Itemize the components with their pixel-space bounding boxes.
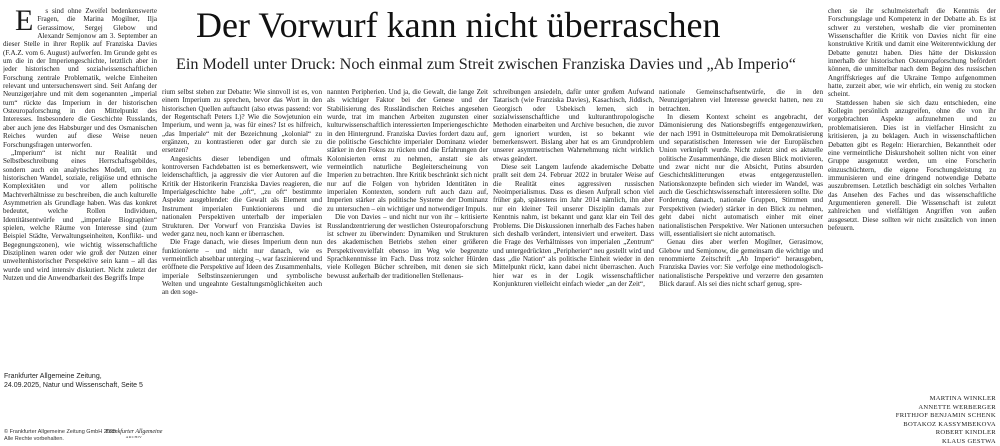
source-line: 24.09.2025, Natur und Wissenschaft, Seite 5 (4, 381, 143, 389)
paragraph: nationale Gemeinschaftsentwürfe, die in den Neunzigerjahren viel Interesse geweckt hatten, neu zu betrachten. (659, 88, 823, 113)
drop-cap: E (15, 7, 34, 37)
copyright-notice (4, 429, 118, 442)
paragraph: nannten Peripherien. Und ja, die Gewalt, die lange Zeit als wichtiger Faktor bei der Genese und der Stabilisierung des Russländischen Reiches angesehen wurde, trat im manchen Arbeiten zugunsten einer kulturwissenschaftlich interessierten Imperiengeschichte in den Hintergrund. Franziska Davies fordert dazu auf, die politische Geschichte imperialer Dominanz wieder stärker in den Fokus zu rücken und die Erfahrungen der Kolonisierten ernst zu nehmen, anstatt sie als vermeintlich naturliche Begleiterscheinung von Imperien zu betrachten. Ihre Kritik beschränkt sich nicht nur auf die Folgen von hybriden Identitäten in imperialen Kontexten, sondern ruft auch dazu auf, Imperien stärker als politische Systeme der Dominanz zu untersuchen – ein wichtiger und notwendiger Impuls. (327, 88, 488, 213)
source-line: Frankfurter Allgemeine Zeitung, (4, 373, 102, 380)
paragraph: In diesem Kontext scheint es angebracht, der Dämonisierung des Nationsbegriffs entgegenzuwirken, der nach 1991 in Ostmitteleuropa mit Demokratisierung und separatistischen Interessen wie der Europäischen Union verknüpft wurde. Nicht zuletzt sind es aktuelle politische Zusammenhänge, die diesen Blick motivieren, und zwar nicht nur die Absicht, Putins absurden Geschichtsklitterungen etwas entgegenzustellen. Nationskonzepte befinden sich wieder im Wandel, was auch die Geschichtswissenschaft interessieren sollte. Die Forderung danach, nationale Gruppen, Stimmen und Perspektiven (wieder) stärker in den Blick zu nehmen, geht dabei nicht automatisch einher mit einer nationalistischen Perspektive. Wer Nationen untersuchen will, essentialisiert sie nicht automatisch. (659, 113, 823, 238)
author-name: MARTINA WINKLER (929, 395, 996, 402)
paragraph: Stattdessen haben sie sich dazu entschieden, eine Kollegin persönlich anzugreifen, ohne die von ihr vorgebrachten Aspekte aufzunehmen und zu problematisieren. Dies ist in vielfacher Hinsicht zu kritisieren, ja zu beklagen. Auch in wissenschaftlichen Debatten gibt es Regeln: Hierarchien, Bekanntheit oder eine vermeintliche Diskurshoheit sollten nicht von einer Gruppe ausgenutzt werden, um eine Forscherin einzuschüchtern, die eigene Forschungsleistung zu immunisieren und eine dringend notwendige Debatte auszubremsen. Letztlich beschädigt ein solches Verhalten das Ansehen des Faches und das wissenschaftliche Argumentieren generell. Die Wissenschaft ist zuletzt zahlreichen und vielfältigen Angriffen von außen ausgesetzt. Diese sollten wir nicht zusätzlich von innen befeuern. (828, 98, 996, 232)
paragraph: rium selbst stehen zur Debatte: Wie sinnvoll ist es, von einem Imperium zu sprechen, bevor das Wort in den historischen Quellen auftaucht (also etwas passend: vor der Regentschaft Peters I.)? Wie die Sowjetunion ein Imperium, und wenn ja, was für eines? Ist es hilfreich, „das Imperiale“ mit der Bezeichnung „kolonial“ zu ergänzen, zu kontrastieren oder gar durch sie zu ersetzen? (162, 88, 322, 155)
source-citation (4, 373, 143, 390)
article-subheadline: Ein Modell unter Druck: Noch einmal zum Streit zwischen Franziska Davies und „Ab Imperio“ (176, 55, 796, 73)
author-name: ANNETTE WERBERGER (918, 403, 996, 411)
logo-text: Frankfurter Allgemeine (105, 429, 163, 435)
copyright-line: Alle Rechte vorbehalten. (4, 435, 64, 442)
paragraph: „Imperium“ ist nicht nur Realität und Selbstbeschreibung eines Herrschaftsgebildes, sondern auch ein analytisches Modell, um den historischen Wandel, soziale, religiöse und ethnische Komplexitäten und vor allem politische Machtverhältnisse zu beschreiben, die auch kulturelle Asymmetrien als Grundlage haben. Was das konkret bedeutet, welche Rollen Individuen, Identitätsentwürfe und „imperiale Biographien“ spielen, welche Räume von Interesse sind (zum Beispiel Städte, Verwaltungseinheiten, Konflikt- und Begegnungszonen), wie wichtig wissenschaftliche Disziplinen waren oder wie groß der Nutzen einer unweltenhistorischer Perspektive sein kann – all das wurde und wird intensiv diskutiert. Nicht zuletzt der Nutzen und die Anwendbarkeit des Begriffs Impe (3, 148, 157, 282)
paragraph: s sind ohne Zweifel bedenkenswerte Fragen, die Marina Mogilner, Ilja Gerassimow, Sergej Glebow und Alexandr Semjonow am 3. September an dieser Stelle in ihrer Replik auf Franziska Davies (F.A.Z. vom 6. August) aufwerfen. Im Grunde geht es um die in der Imperiengeschichte, letztlich aber in jeder historischen und sozialwissenschaftlichen Forschung zentrale Problematik, welche Einheiten relevant und untersuchenswert sind. Seit Anfang der Neunzigerjahre und mit dem sogenannten „imperial turn“ rückte das Imperium in der historischen Osteuropaforschung in den Mittelpunkt des Interesses. Insbesondere die Geschichte Russlands, aber auch jene des Habsburger und des Osmanischen Reiches wurden auf diese Weise neuen Forschungsfragen unterworfen. (3, 7, 157, 149)
author-list (828, 395, 996, 446)
copyright-line: © Frankfurter Allgemeine Zeitung GmbH 2025. (4, 429, 118, 435)
paragraph: Genau dies aber werfen Mogilner, Gerasimow, Glebow und Semjonow, die gemeinsam die wichtige und renommierte Zeitschrift „Ab Imperio“ herausgeben, Franziska Davies vor: Sie verfolge eine methodologisch-nationalistische Perspektive und verzerre den gesamten Blick darauf. Als sei dies nicht scharf genug, spre- (659, 238, 823, 288)
paragraph: Diese seit Langem laufende akademische Debatte prallt seit dem 24. Februar 2022 in brutaler Weise auf die Realität eines aggressiven russischen Neoimperialismus. Dass es diesen Aufprall schon viel früher gab, spätestens im Jahr 2014 nämlich, ihn aber nur ein kleiner Teil unserer Disziplin damals zur Kenntnis nahm, ist bekannt und ganz klar ein Teil des Problems. Die Diskussionen innerhalb des Faches haben sich deshalb verändert, intensiviert und erweitert. Dass die Frage des Verhältnisses von imperialen „Zentrum“ und untergedrückten „Peripherien“ neu gestellt wird und dass „die Nation“ als politische Einheit wieder in den Mittelpunkt rückt, kann dabei nicht überraschen. Auch hier war es in der Logik wissenschaftlicher Konjunkturen vielleicht einfach wieder „an der Zeit“, (493, 163, 654, 288)
faz-archive-logo (102, 429, 166, 441)
paragraph: Die Frage danach, wie dieses Imperium denn nun funktionierte – und nicht nur danach, wie es vermeintlich absehbar unterging –, war faszinierend und eröffnete die Perspektive auf Ideen des Zusammenhalts, imperiale Selbstinszenierungen und symbolische Welten und ungeahnte Gestaltungsmöglichkeiten auch an den soge- (162, 238, 322, 297)
paragraph: chen sie ihr schulmeisterhaft die Kenntnis der Forschungslage und Kompetenz in der Debatte ab. Es ist schwer zu verstehen, weshalb die vier prominenten Wissenschaftler die Kritik von Davies nicht für eine konstruktive Kritik und damit eine Weiterentwicklung der Debatte genutzt haben. Dies hätte der Diskussion innerhalb der historischen Osteuropaforschung befördert können, die unmittelbar nach dem Beginn des russischen Angriffskrieges auf die Ukraine Tempo aufgenommen hatte, zurzeit aber, wie wir ehrlich, ein wenig zu stocken scheint. (828, 7, 996, 99)
author-name: KLAUS GESTWA (942, 437, 996, 445)
article-column-6 (828, 7, 996, 395)
article-column-4 (493, 88, 654, 437)
logo-subtext: ARCHIV (125, 435, 143, 439)
article-headline: Der Vorwurf kann nicht überraschen (196, 5, 721, 45)
author-name: FRITHJOF BENJAMIN SCHENK (895, 412, 996, 420)
author-name: ROBERT KINDLER (935, 429, 996, 437)
article-column-2 (162, 88, 322, 437)
author-name: BOTAKOZ KASSYMBEKOVA (903, 420, 996, 428)
paragraph: schreibungen ansiedeln, dafür unter großem Aufwand Tatarisch (wie Franziska Davies), Kasachisch, Jiddisch, Georgisch oder Usbekisch lernen, sich in sozialwissenschaftliche und kulturanthropologische Methoden einarbeiten und Archive besuchen, die zuvor gern ignoriert wurden, ist so bekannt wie bemerkenswert. Bislang aber hat es am Grundproblem unserer asymmetrischen Wahrnehmung nicht wirklich etwas geändert. (493, 88, 654, 163)
article-column-3 (327, 88, 488, 437)
article-column-5 (659, 88, 823, 437)
paragraph: Die von Davies – und nicht nur von ihr – kritisierte Russlandzentrierung der westlichen Osteuropaforschung ist schwer zu überwinden: Dynamiken und Strukturen des akademischen Betriebs stehen einer größeren Perspektivenvielfalt ebenso im Weg wie begrenzte Sprachkenntnisse im Fach. Dass trotz solcher Hürden viele Kollegen Bücher schreiben, mit denen sie sich bewusst außerhalb der traditionellen Stellenaus- (327, 213, 488, 280)
paragraph: Angesichts dieser lebendigen und oftmals kontroversen Fachdebatten ist es bemerkenswert, wie leidenschaftlich, ja aggressiv die vier Autoren auf die Kritik der Historikerin Franziska Davies reagieren, die Imperialgeschichte habe „oft“, „zu oft“ bestimmte Aspekte ausgeblendet: die Gewalt als Element und Instrument imperialen Funktionierens und die nationalen Perspektiven unterhalb der imperialen Strukturen. Der Vorwurf von Franziska Davies ist weder ganz neu, noch kann er überraschen. (162, 154, 322, 238)
